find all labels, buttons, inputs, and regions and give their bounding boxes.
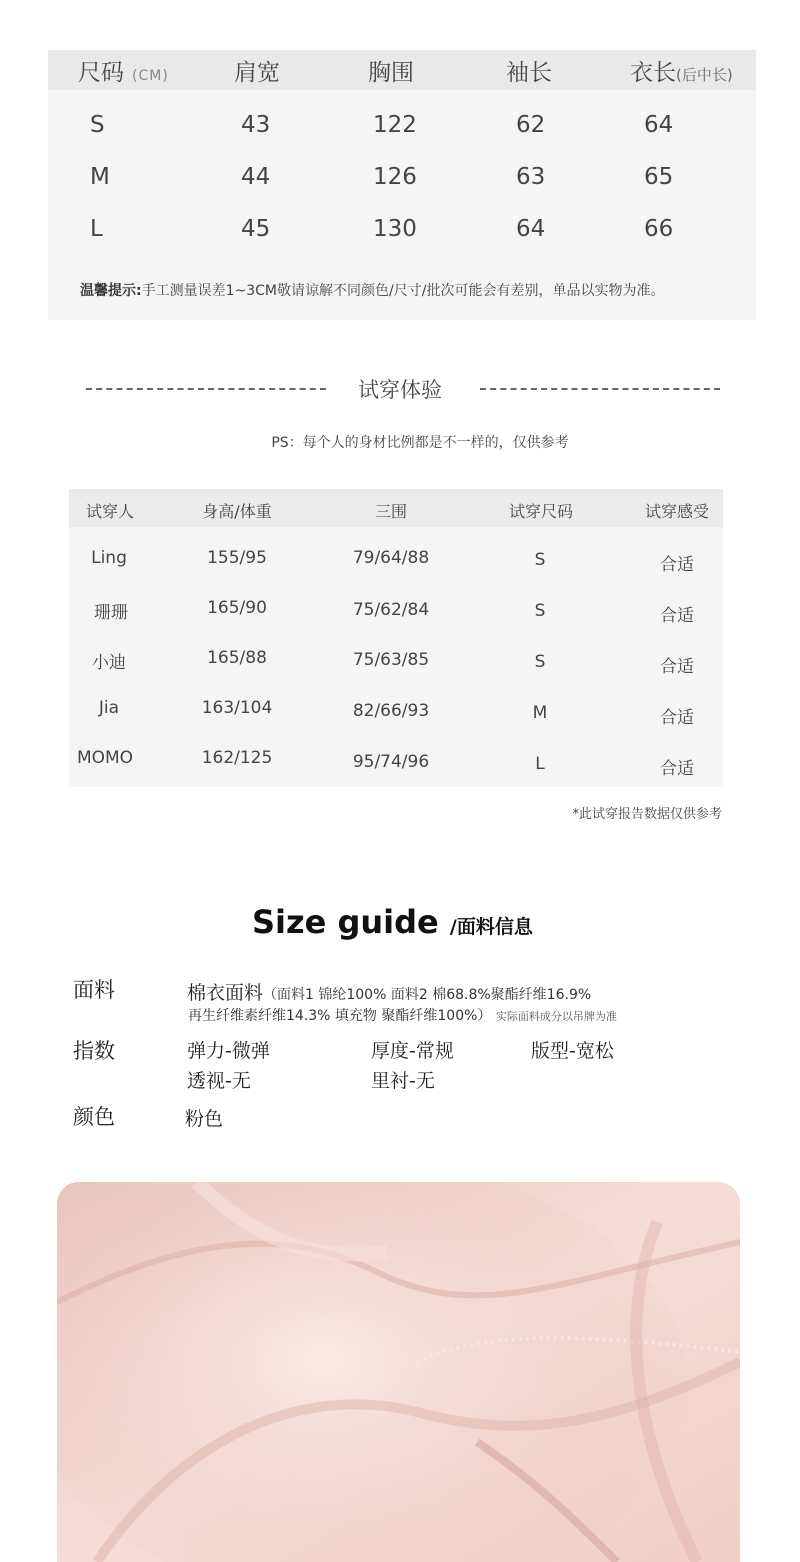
tryon-cell-person: Ling bbox=[91, 548, 127, 568]
tryon-ps: PS：每个人的身材比例都是不一样的，仅供参考 bbox=[271, 435, 569, 451]
header-tryon-size: 试穿尺码 bbox=[508, 502, 573, 521]
header-bust: 胸围 bbox=[368, 60, 414, 86]
guide-subtitle: /面料信息 bbox=[449, 916, 533, 938]
tryon-cell-feeling: 合适 bbox=[660, 657, 694, 677]
size-cell-shoulder: 45 bbox=[241, 216, 271, 242]
size-cell-bust: 130 bbox=[373, 216, 417, 242]
index-label: 指数 bbox=[73, 1039, 115, 1063]
tryon-cell-height-weight: 165/90 bbox=[207, 598, 267, 618]
header-shoulder: 肩宽 bbox=[234, 60, 280, 86]
header-length-note: (后中长) bbox=[676, 66, 733, 84]
tryon-table bbox=[69, 489, 723, 787]
fabric-texture bbox=[57, 1182, 740, 1562]
tryon-table-header bbox=[69, 489, 723, 527]
size-cell-length: 64 bbox=[644, 112, 674, 138]
size-cell-sleeve: 62 bbox=[516, 112, 546, 138]
tryon-cell-measurements: 95/74/96 bbox=[352, 752, 430, 772]
tryon-cell-person: Jia bbox=[98, 698, 120, 718]
color-label: 颜色 bbox=[73, 1105, 115, 1129]
size-cell-length: 65 bbox=[644, 164, 674, 190]
tryon-cell-measurements: 79/64/88 bbox=[352, 548, 430, 568]
header-size-unit: (CM) bbox=[132, 68, 169, 84]
header-size bbox=[78, 54, 169, 87]
header-sleeve: 袖长 bbox=[506, 60, 552, 86]
color-value: 粉色 bbox=[185, 1108, 224, 1130]
tryon-cell-measurements: 75/63/85 bbox=[352, 650, 430, 670]
size-cell-size: S bbox=[90, 112, 105, 138]
size-table bbox=[48, 50, 756, 320]
index-fit: 版型-宽松 bbox=[531, 1040, 614, 1062]
size-cell-bust: 126 bbox=[373, 164, 417, 190]
tryon-cell-size: S bbox=[534, 601, 546, 621]
header-person: 试穿人 bbox=[85, 502, 134, 521]
header-height-weight: 身高/体重 bbox=[202, 502, 272, 521]
fabric-line-2 bbox=[188, 1005, 617, 1025]
tryon-cell-person: 珊珊 bbox=[94, 603, 128, 623]
fabric-detail-2: 再生纤维素纤维14.3% 填充物 聚酯纤维100%） bbox=[188, 1008, 492, 1024]
fabric-line-1 bbox=[187, 978, 591, 1005]
tryon-cell-feeling: 合适 bbox=[660, 555, 694, 575]
header-feeling: 试穿感受 bbox=[644, 502, 709, 521]
header-length-label: 衣长 bbox=[630, 60, 676, 86]
tryon-cell-height-weight: 165/88 bbox=[207, 648, 267, 668]
tryon-cell-height-weight: 163/104 bbox=[201, 698, 273, 718]
fabric-disclaimer: 实际面料成分以吊牌为准 bbox=[495, 1010, 617, 1023]
size-cell-shoulder: 44 bbox=[241, 164, 271, 190]
tryon-cell-feeling: 合适 bbox=[660, 759, 694, 779]
guide-title-text: Size guide bbox=[252, 903, 439, 941]
guide-title bbox=[252, 903, 533, 941]
tryon-cell-size: S bbox=[534, 652, 546, 672]
size-cell-size: M bbox=[90, 164, 110, 190]
fabric-closeup-image bbox=[57, 1182, 740, 1562]
size-cell-sleeve: 63 bbox=[516, 164, 546, 190]
index-elasticity: 弹力-微弹 bbox=[187, 1040, 270, 1062]
tryon-cell-size: L bbox=[535, 754, 545, 774]
tryon-cell-height-weight: 155/95 bbox=[207, 548, 267, 568]
header-measurements: 三围 bbox=[374, 502, 407, 521]
size-cell-sleeve: 64 bbox=[516, 216, 546, 242]
fabric-name: 棉衣面料 bbox=[187, 982, 264, 1004]
tryon-cell-size: S bbox=[534, 550, 546, 570]
size-cell-size: L bbox=[90, 216, 103, 242]
tryon-cell-person: 小迪 bbox=[92, 653, 126, 673]
index-lining: 里衬-无 bbox=[371, 1070, 435, 1092]
index-transparency: 透视-无 bbox=[187, 1070, 251, 1092]
fabric-label: 面料 bbox=[73, 978, 115, 1002]
tryon-cell-height-weight: 162/125 bbox=[201, 748, 273, 768]
tryon-cell-measurements: 75/62/84 bbox=[352, 600, 430, 620]
size-cell-bust: 122 bbox=[373, 112, 417, 138]
tryon-cell-person: MOMO bbox=[76, 748, 134, 768]
fabric-detail-1: （面料1 锦纶100% 面料2 棉68.8%聚酯纤维16.9% bbox=[263, 987, 592, 1003]
tryon-cell-measurements: 82/66/93 bbox=[352, 701, 430, 721]
size-cell-length: 66 bbox=[644, 216, 674, 242]
size-table-header bbox=[48, 50, 756, 90]
tryon-cell-feeling: 合适 bbox=[660, 606, 694, 626]
header-length bbox=[630, 54, 733, 87]
size-note-text: 手工测量误差1~3CM敬请谅解不同颜色/尺寸/批次可能会有差别，单品以实物为准。 bbox=[141, 283, 665, 299]
tryon-cell-feeling: 合适 bbox=[660, 708, 694, 728]
tryon-footnote: *此试穿报告数据仅供参考 bbox=[572, 807, 722, 822]
tryon-cell-size: M bbox=[532, 703, 548, 723]
tryon-title: 试穿体验 bbox=[358, 378, 442, 402]
size-cell-shoulder: 43 bbox=[241, 112, 271, 138]
header-size-label: 尺码 bbox=[78, 60, 124, 86]
index-thickness: 厚度-常规 bbox=[371, 1040, 454, 1062]
size-note bbox=[80, 280, 664, 300]
size-note-label: 温馨提示: bbox=[80, 283, 142, 299]
